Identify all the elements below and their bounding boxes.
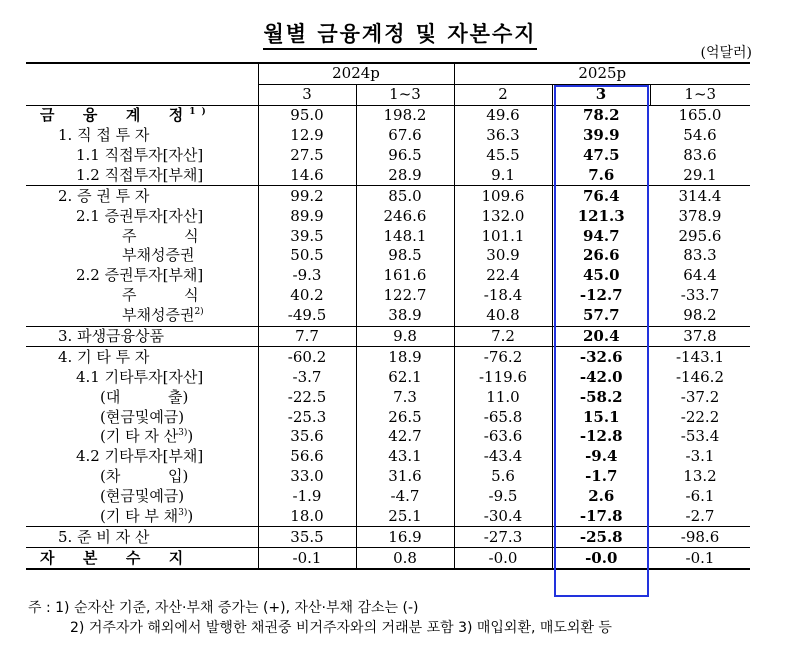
value-cell: 7.3	[356, 387, 454, 407]
value-cell: 95.0	[258, 105, 356, 125]
value-cell: 20.4	[552, 326, 650, 347]
footnote-marker: 2)	[194, 307, 204, 318]
value-cell: 165.0	[678, 106, 722, 125]
value-cell: 76.4	[552, 186, 650, 206]
row-label-text: 1. 직 접 투 자	[58, 126, 150, 145]
value-cell: -0.1	[650, 548, 750, 569]
table-row	[26, 266, 750, 286]
value-cell: -4.7	[356, 487, 454, 507]
value-cell: 39.5	[258, 226, 356, 246]
page-title	[0, 18, 800, 48]
table-row	[26, 165, 750, 185]
value-cell: -2.7	[685, 507, 715, 526]
table-row	[26, 226, 750, 246]
value-cell: 121.3	[552, 206, 650, 226]
row-label-text: (현금및예금)	[100, 407, 185, 426]
row-label-text: 4.2 기타투자[부채]	[76, 447, 204, 466]
row-label	[26, 206, 258, 226]
header-month: 1~3	[356, 84, 454, 105]
row-label-text: 4. 기 타 투 자	[58, 347, 150, 366]
row-label-text: 부채성증권	[122, 246, 195, 265]
value-cell: 246.6	[356, 206, 454, 226]
value-cell: 33.0	[258, 467, 356, 487]
value-cell: 7.6	[552, 165, 650, 185]
value-cell: 0.8	[356, 548, 454, 569]
value-cell: 378.9	[678, 206, 722, 225]
value-cell: 25.1	[356, 507, 454, 527]
value-cell: 15.1	[552, 407, 650, 427]
footnote-marker: 3)	[178, 428, 188, 439]
row-label	[26, 226, 258, 246]
row-label-text: 자 본 수 지	[40, 548, 190, 567]
value-cell: -1.9	[258, 487, 356, 507]
value-cell: 101.1	[454, 226, 552, 246]
row-label-text: 4.1 기타투자[자산]	[76, 367, 204, 386]
value-cell: 54.6	[683, 126, 717, 145]
value-cell: -60.2	[258, 347, 356, 367]
value-cell: 62.1	[356, 367, 454, 387]
row-label	[26, 467, 258, 487]
value-cell: 9.1	[454, 165, 552, 185]
value-cell: -1.7	[552, 467, 650, 487]
value-cell: 2.6	[552, 487, 650, 507]
table-row	[26, 286, 750, 306]
value-cell: 28.9	[356, 165, 454, 185]
value-cell: -27.3	[454, 527, 552, 548]
value-cell: 78.2	[552, 105, 650, 125]
value-cell: -119.6	[454, 367, 552, 387]
value-cell: 11.0	[454, 387, 552, 407]
value-cell: -18.4	[454, 286, 552, 306]
value-cell: -22.5	[258, 387, 356, 407]
row-label-text: 3. 파생금융상품	[58, 327, 165, 346]
value-cell: -0.0	[454, 548, 552, 569]
value-cell: 5.6	[454, 467, 552, 487]
unit-label: (억달러)	[700, 45, 752, 61]
row-label-text: (대 출)	[100, 387, 189, 406]
value-cell: -53.4	[680, 427, 720, 446]
value-cell: 45.5	[454, 146, 552, 166]
value-cell: 26.6	[552, 246, 650, 266]
value-cell: 64.4	[683, 266, 717, 285]
footnote-line-2: 2) 거주자가 해외에서 발행한 채권중 비거주자와의 거래분 포함 3) 매입외환, 매도외환 등	[70, 620, 612, 636]
row-label	[26, 347, 258, 367]
value-cell: -0.1	[258, 548, 356, 569]
row-label-text: 2.2 증권투자[부채]	[76, 266, 204, 285]
value-cell: -146.2	[675, 367, 724, 386]
row-label	[26, 507, 258, 527]
value-cell: 56.6	[258, 447, 356, 467]
header-month: 2	[454, 84, 552, 105]
value-cell: 22.4	[454, 266, 552, 286]
value-cell: 38.9	[356, 306, 454, 326]
header-year-2024: 2024p	[258, 63, 454, 84]
row-label	[26, 447, 258, 467]
value-cell: 7.7	[258, 326, 356, 347]
financial-account-table	[26, 62, 750, 570]
row-label-text: 금 융 계 정	[40, 106, 190, 125]
value-cell: 295.6	[678, 226, 722, 245]
table-row	[26, 186, 750, 206]
value-cell: -65.8	[454, 407, 552, 427]
value-cell: 7.2	[454, 326, 552, 347]
row-label-text: (차 입)	[100, 467, 189, 486]
row-label-text: 주 식	[122, 286, 199, 305]
table-row	[26, 507, 750, 527]
table-body	[26, 105, 750, 569]
row-label	[26, 146, 258, 166]
row-label-text: 주 식	[122, 226, 199, 245]
value-cell: -98.6	[650, 527, 750, 548]
value-cell: 83.3	[683, 246, 717, 265]
value-cell: 42.7	[356, 427, 454, 447]
value-cell: 45.0	[552, 266, 650, 286]
footnotes	[28, 598, 798, 638]
value-cell: -30.4	[454, 507, 552, 527]
value-cell: 37.8	[650, 326, 750, 347]
row-label	[26, 427, 258, 447]
value-cell: -9.5	[454, 487, 552, 507]
table-row	[26, 407, 750, 427]
value-cell: 13.2	[683, 467, 717, 486]
value-cell: -32.6	[552, 347, 650, 367]
value-cell: 98.5	[356, 246, 454, 266]
value-cell: 161.6	[356, 266, 454, 286]
value-cell: 18.9	[356, 347, 454, 367]
value-cell: -9.4	[552, 447, 650, 467]
table-row	[26, 246, 750, 266]
closing-paren: )	[187, 427, 194, 446]
table-row	[26, 105, 750, 125]
value-cell: -0.0	[552, 548, 650, 569]
value-cell: -9.3	[258, 266, 356, 286]
footnote-line-1: 주 : 1) 순자산 기준, 자산·부채 증가는 (+), 자산·부채 감소는 (-)	[28, 600, 419, 616]
header-month: 3	[258, 84, 356, 105]
value-cell: 83.6	[683, 146, 717, 164]
row-label-text: 1.1 직접투자[자산]	[76, 146, 204, 164]
value-cell: 35.6	[258, 427, 356, 447]
row-label	[26, 387, 258, 407]
footnote-marker: 1)	[189, 107, 212, 118]
table-row	[26, 548, 750, 569]
row-label	[26, 527, 258, 548]
value-cell: -76.2	[454, 347, 552, 367]
table-row	[26, 427, 750, 447]
row-label	[26, 266, 258, 286]
value-cell: 99.2	[258, 186, 356, 206]
value-cell: 40.8	[454, 306, 552, 326]
value-cell: 36.3	[454, 126, 552, 146]
value-cell: -12.7	[552, 286, 650, 306]
row-label-text: 1.2 직접투자[부채]	[76, 165, 204, 184]
row-label	[26, 165, 258, 185]
header-month: 1~3	[650, 84, 750, 105]
value-cell: -49.5	[258, 306, 356, 326]
row-label-text: 5. 준 비 자 산	[58, 527, 150, 546]
value-cell: -3.7	[258, 367, 356, 387]
value-cell: 9.8	[356, 326, 454, 347]
value-cell: 89.9	[258, 206, 356, 226]
value-cell: 96.5	[356, 146, 454, 166]
value-cell: 30.9	[454, 246, 552, 266]
value-cell: -143.1	[650, 347, 750, 367]
value-cell: -25.8	[552, 527, 650, 548]
row-label-text: (현금및예금)	[100, 487, 185, 506]
value-cell: 39.9	[552, 126, 650, 146]
value-cell: -25.3	[258, 407, 356, 427]
value-cell: 12.9	[258, 126, 356, 146]
value-cell: 314.4	[650, 186, 750, 206]
value-cell: 109.6	[454, 186, 552, 206]
value-cell: -43.4	[454, 447, 552, 467]
row-label	[26, 126, 258, 146]
row-label	[26, 186, 258, 206]
table-row	[26, 326, 750, 347]
value-cell: 148.1	[356, 226, 454, 246]
table-row	[26, 487, 750, 507]
table-row	[26, 527, 750, 548]
table-row	[26, 206, 750, 226]
value-cell: -6.1	[685, 487, 715, 506]
value-cell: -22.2	[680, 407, 720, 426]
closing-paren: )	[187, 507, 194, 526]
value-cell: 26.5	[356, 407, 454, 427]
value-cell: -17.8	[552, 507, 650, 527]
header-month: 3	[552, 84, 650, 105]
row-label-text: 부채성증권	[122, 306, 195, 325]
value-cell: 14.6	[258, 165, 356, 185]
value-cell: 49.6	[454, 105, 552, 125]
value-cell: 27.5	[258, 146, 356, 166]
value-cell: -42.0	[552, 367, 650, 387]
value-cell: 43.1	[356, 447, 454, 467]
value-cell: -37.2	[680, 387, 720, 406]
value-cell: 85.0	[356, 186, 454, 206]
value-cell: 35.5	[258, 527, 356, 548]
table-row	[26, 387, 750, 407]
table-row	[26, 367, 750, 387]
row-label	[26, 548, 258, 569]
row-label	[26, 286, 258, 306]
value-cell: -63.6	[454, 427, 552, 447]
value-cell: 198.2	[356, 105, 454, 125]
row-label-text: 2.1 증권투자[자산]	[76, 206, 204, 225]
row-label	[26, 407, 258, 427]
page-title-text: 월별 금융계정 및 자본수지	[263, 22, 536, 50]
value-cell: 132.0	[454, 206, 552, 226]
value-cell: 57.7	[552, 306, 650, 326]
header-row-years	[26, 63, 750, 84]
row-label	[26, 487, 258, 507]
value-cell: 67.6	[356, 126, 454, 146]
value-cell: 31.6	[356, 467, 454, 487]
footnote-marker: 3)	[178, 508, 188, 519]
value-cell: 94.7	[552, 226, 650, 246]
header-corner	[26, 63, 258, 105]
value-cell: -58.2	[552, 387, 650, 407]
table-row	[26, 347, 750, 367]
table-row	[26, 467, 750, 487]
value-cell: 122.7	[356, 286, 454, 306]
table-row	[26, 447, 750, 467]
value-cell: 16.9	[356, 527, 454, 548]
row-label	[26, 306, 258, 326]
value-cell: 47.5	[552, 146, 650, 166]
value-cell: -12.8	[552, 427, 650, 447]
row-label	[26, 246, 258, 266]
value-cell: 40.2	[258, 286, 356, 306]
row-label-text: (기 타 부 채	[100, 507, 179, 526]
table-row	[26, 126, 750, 146]
table-row	[26, 146, 750, 166]
value-cell: -33.7	[680, 286, 720, 305]
value-cell: -3.1	[685, 447, 715, 466]
value-cell: 29.1	[683, 165, 717, 184]
row-label-text: 2. 증 권 투 자	[58, 186, 150, 205]
row-label	[26, 105, 258, 125]
row-label	[26, 367, 258, 387]
value-cell: 50.5	[258, 246, 356, 266]
row-label	[26, 326, 258, 347]
row-label-text: (기 타 자 산	[100, 427, 179, 446]
value-cell: 98.2	[683, 306, 717, 325]
value-cell: 18.0	[258, 507, 356, 527]
header-year-2025: 2025p	[454, 63, 750, 84]
table-row	[26, 306, 750, 326]
